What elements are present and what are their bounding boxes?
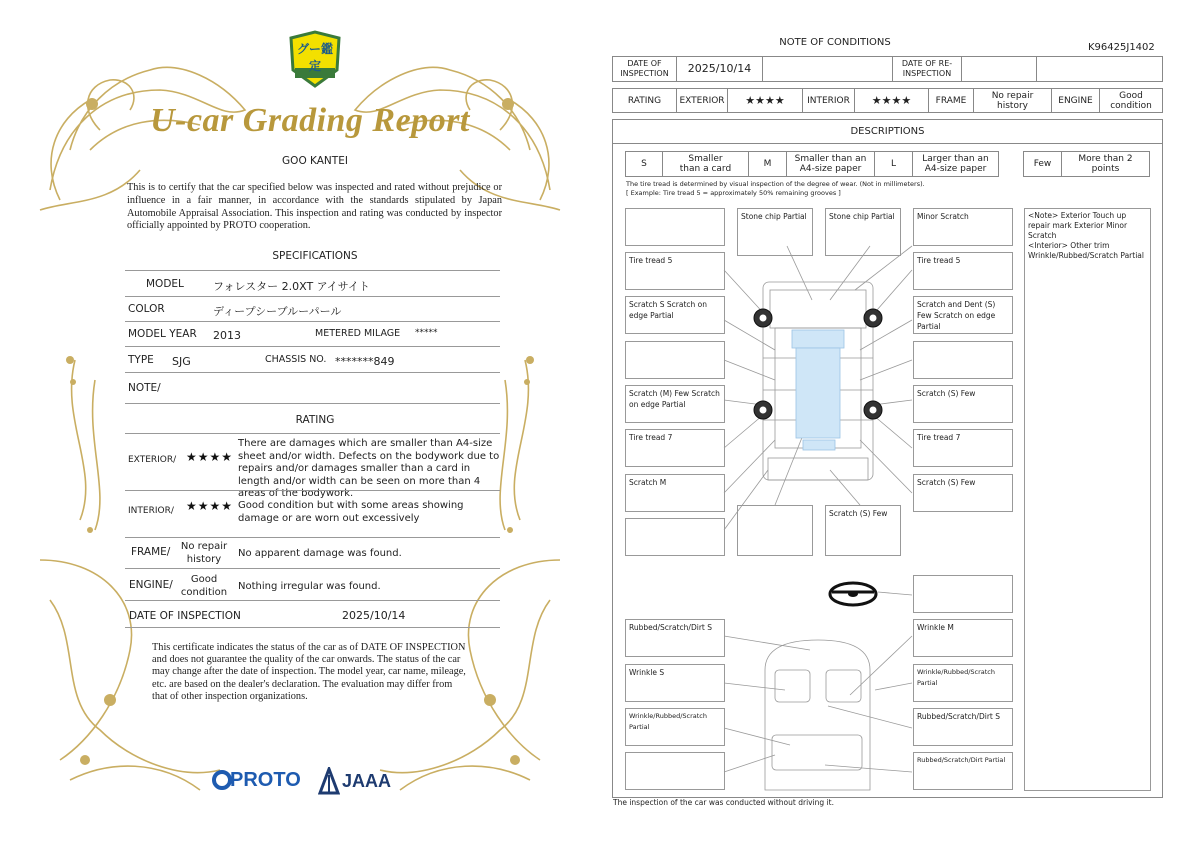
legend-m-desc: Smaller than an A4-size paper <box>787 152 875 176</box>
note-box-bottom-mid-2: Scratch (S) Few <box>825 505 901 556</box>
frame-value: No repair history <box>974 89 1052 112</box>
chassis-value: *******849 <box>335 355 395 368</box>
model-year-label: MODEL YEAR <box>128 328 197 340</box>
divider <box>125 490 500 491</box>
note-box-right-5: Scratch (S) Few <box>913 385 1013 423</box>
metered-milage-value: ***** <box>415 328 438 338</box>
interior-note-l2: Wrinkle S <box>625 664 725 702</box>
note-of-conditions-sheet <box>600 0 1200 848</box>
note-box-bottom-mid-1 <box>737 505 813 556</box>
interior-note-r3: Rubbed/Scratch/Dirt S <box>913 708 1013 746</box>
interior-note-r1: Wrinkle M <box>913 619 1013 657</box>
frame-label: FRAME <box>929 89 974 112</box>
interior-note-l4 <box>625 752 725 790</box>
proto-logo-text: PROTO <box>230 769 301 791</box>
frame-label: FRAME/ <box>131 546 171 558</box>
divider <box>125 627 500 628</box>
exterior-stars: ★★★★ <box>186 450 234 464</box>
date-inspection-value: 2025/10/14 <box>677 57 763 81</box>
interior-note-r2: Wrinkle/Rubbed/Scratch Partial <box>913 664 1013 702</box>
sheet-title: NOTE OF CONDITIONS <box>779 37 891 48</box>
date-inspection-label: DATE OF INSPECTION <box>613 57 677 81</box>
note-box-right-tire-front: Tire tread 5 <box>913 252 1013 290</box>
certificate-subtitle: GOO KANTEI <box>282 155 348 167</box>
certificate-footer: This certificate indicates the status of the car as of DATE OF INSPECTION and does not guarantee the quality of the car onwards. The status of the car may change after the date of inspection. The model year, car name, mileage, etc. are based on the dealer's declaration. The evaluation may differ from that of other inspection organizations. <box>152 642 466 702</box>
model-year-value: 2013 <box>213 329 241 342</box>
note-box-steering <box>913 575 1013 613</box>
legend-few: Few <box>1024 152 1062 176</box>
reinspection-label: DATE OF RE-INSPECTION <box>893 57 962 81</box>
goo-kantei-badge <box>287 30 343 88</box>
engine-value: Good condition <box>1110 90 1152 111</box>
interior-label: INTERIOR/ <box>128 506 174 516</box>
note-box-top-right: Minor Scratch <box>913 208 1013 246</box>
proto-logo-icon <box>212 770 232 790</box>
steering-wheel-icon <box>827 580 879 608</box>
jaaa-logo-text: JAAA <box>342 771 392 791</box>
date-label: DATE OF INSPECTION <box>129 610 241 622</box>
note-label: NOTE/ <box>128 382 161 394</box>
legend-l: L <box>875 152 913 176</box>
chassis-label: CHASSIS NO. <box>265 354 327 365</box>
engine-desc: Nothing irregular was found. <box>238 581 381 592</box>
divider <box>125 372 500 373</box>
tire-note: The tire tread is determined by visual inspection of the degree of wear. (Not in millimeters). <box>626 180 925 188</box>
color-value: ディープシーブルーパール <box>213 305 342 318</box>
legend-few-desc: More than 2 points <box>1078 154 1133 174</box>
divider <box>125 321 500 322</box>
sheet-footer: The inspection of the car was conducted without driving it. <box>613 798 834 807</box>
color-label: COLOR <box>128 303 165 315</box>
legend-s: S <box>626 152 663 176</box>
interior-stars: ★★★★ <box>855 89 929 112</box>
date-value: 2025/10/14 <box>342 609 406 622</box>
exterior-desc: There are damages which are smaller than A4-size sheet and/or width. Defects on the bodywork due to repairs and/or damages smaller than a card in length and/or width can be seen on more than 4 areas of the bodywork. <box>238 438 500 499</box>
frame-desc: No apparent damage was found. <box>238 548 402 559</box>
interior-label: INTERIOR <box>803 89 855 112</box>
type-value: SJG <box>172 355 191 368</box>
rating-heading: RATING <box>295 414 335 426</box>
note-box-left-tire-front: Tire tread 5 <box>625 252 725 290</box>
rating-label: RATING <box>613 89 677 112</box>
note-box-left-8 <box>625 518 725 556</box>
note-box-right-7: Scratch (S) Few <box>913 474 1013 512</box>
note-box-right-3: Scratch and Dent (S) Few Scratch on edge Partial <box>913 296 1013 334</box>
legend-l-desc: Larger than an A4-size paper <box>922 154 989 174</box>
note-box-right-4 <box>913 341 1013 379</box>
note-box-top-mid-2: Stone chip Partial <box>825 208 901 256</box>
exterior-label: EXTERIOR <box>677 89 728 112</box>
divider <box>125 433 500 434</box>
legend-m: M <box>749 152 787 176</box>
divider <box>125 600 500 601</box>
model-label: MODEL <box>146 278 184 290</box>
model-value: フォレスター 2.0XT アイサイト <box>213 280 370 293</box>
note-box-left-4 <box>625 341 725 379</box>
interior-desc: Good condition but with some areas showing damage or are worn out excessively <box>238 500 464 524</box>
note-box-left-3: Scratch S Scratch on edge Partial <box>625 296 725 334</box>
badge-text: グー鑑定 <box>296 42 333 73</box>
tire-example: [ Example: Tire tread 5 = approximately 50% remaining grooves ] <box>626 189 841 197</box>
note-box-left-tire-rear: Tire tread 7 <box>625 429 725 467</box>
side-note: <Note> Exterior Touch up repair mark Exterior Minor Scratch <Interior> Other trim Wrinkle/Rubbed/Scratch Partial <box>1024 208 1151 791</box>
note-box-left-7: Scratch M <box>625 474 725 512</box>
reference-number: K96425J1402 <box>1088 42 1155 53</box>
metered-milage-label: METERED MILAGE <box>315 328 401 339</box>
note-box-top-left <box>625 208 725 246</box>
exterior-label: EXTERIOR/ <box>128 455 177 465</box>
note-box-top-mid-1: Stone chip Partial <box>737 208 813 256</box>
specs-heading: SPECIFICATIONS <box>272 250 358 262</box>
divider <box>125 568 500 569</box>
interior-stars: ★★★★ <box>186 499 234 513</box>
interior-note-l1: Rubbed/Scratch/Dirt S <box>625 619 725 657</box>
divider <box>125 346 500 347</box>
exterior-stars: ★★★★ <box>728 89 803 112</box>
divider <box>125 296 500 297</box>
legend-s-desc: Smaller than a card <box>663 152 749 176</box>
descriptions-heading: DESCRIPTIONS <box>850 126 925 137</box>
divider <box>125 270 500 271</box>
divider <box>125 537 500 538</box>
type-label: TYPE <box>128 354 154 366</box>
note-box-left-5: Scratch (M) Few Scratch on edge Partial <box>625 385 725 423</box>
frame-value: No repair history <box>180 541 228 565</box>
certificate-title: U-car Grading Report <box>150 102 470 139</box>
certificate-intro: This is to certify that the car specified below was inspected and rated without prejudice or influence in a fair manner, in accordance with the standards stipulated by Japan Automobile Appraisal Association. This inspection and rating was conducted by inspector officially appointed by PROTO cooperation. <box>127 182 502 232</box>
jaaa-logo-icon <box>318 767 340 795</box>
interior-note-l3: Wrinkle/Rubbed/Scratch Partial <box>625 708 725 746</box>
note-box-right-tire-rear: Tire tread 7 <box>913 429 1013 467</box>
engine-label: ENGINE/ <box>129 579 173 591</box>
divider <box>125 403 500 404</box>
interior-note-r4: Rubbed/Scratch/Dirt Partial <box>913 752 1013 790</box>
engine-label: ENGINE <box>1052 89 1100 112</box>
engine-value: Good condition <box>180 574 228 598</box>
